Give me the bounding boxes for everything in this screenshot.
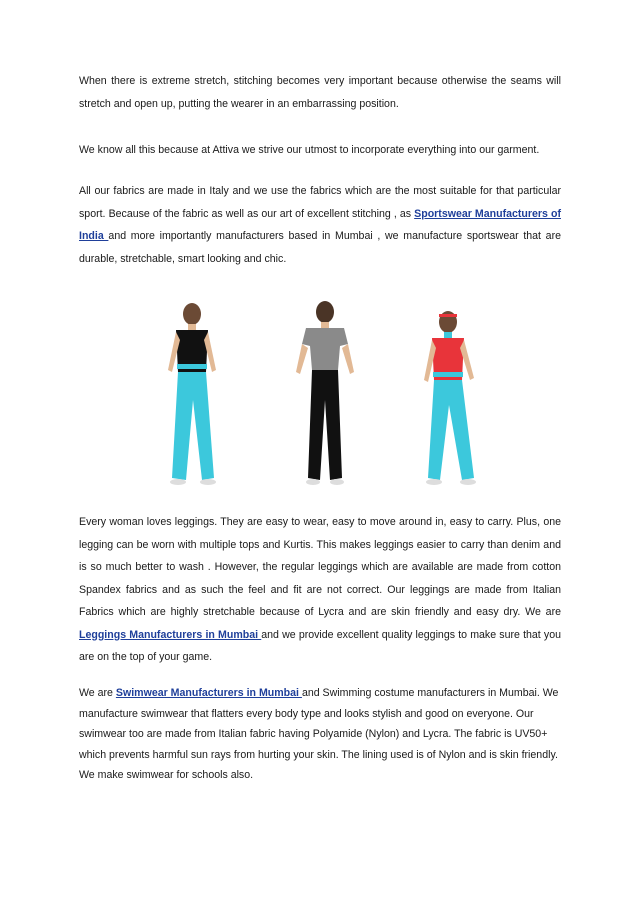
- paragraph-swimwear: [79, 683, 561, 786]
- paragraph-stitching-text: When there is extreme stretch, stitching becomes very important because otherwise the seams will stretch and open up, putting the wearer in an embarrassing position.: [79, 75, 561, 110]
- paragraph-attiva: [79, 139, 561, 162]
- paragraph-leggings-text-before: Every woman loves leggings. They are easy to wear, easy to move around in, easy to carry. Plus, one legging can be worn with multiple tops and Kurtis. This makes leggings easier to carry than denim and is so much better to wash . However, the regular leggings which are available are made from cotton Spandex fabrics and as such the feel and fit are not correct. Our leggings are made from Italian Fabrics which are highly stretchable because of Lycra and are skin friendly and easy dry. We are: [79, 516, 561, 618]
- paragraph-swimwear-text-before: We are: [79, 687, 116, 699]
- sportswear-manufacturers-link[interactable]: Sportswear Manufacturers of India: [79, 207, 561, 242]
- sportswear-models-image: [140, 300, 510, 500]
- paragraph-fabrics-text-after: and more importantly manufacturers based in Mumbai , we manufacture sportswear that are durable, stretchable, smart looking and chic.: [79, 230, 561, 265]
- paragraph-fabrics-text-before: All our fabrics are made in Italy and we use the fabrics which are the most suitable for that particular sport. Because of the fabric as well as our art of excellent stitching , as: [79, 185, 561, 220]
- model-right: [424, 311, 476, 485]
- paragraph-leggings-text-after: and we provide excellent quality leggings to make sure that you are on the top of your game.: [79, 628, 562, 663]
- paragraph-attiva-text: We know all this because at Attiva we strive our utmost to incorporate everything into our garment.: [79, 144, 540, 156]
- paragraph-leggings: [79, 511, 561, 669]
- swimwear-manufacturers-link[interactable]: Swimwear Manufacturers in Mumbai: [115, 687, 302, 699]
- paragraph-fabrics: [79, 180, 561, 270]
- paragraph-swimwear-text-after: and Swimming costume manufacturers in Mumbai. We manufacture swimwear that flatters every body type and looks stylish and good on everyone. Our swimwear too are made from Italian fabric having Polyamide (Nylon) and Lycra. The fabric is UV50+ which prevents harmful sun rays from hurting your skin. The lining used is of Nylon and is skin friendly. We make swimwear for schools also.: [79, 687, 559, 781]
- leggings-manufacturers-link[interactable]: Leggings Manufacturers in Mumbai: [79, 628, 262, 641]
- model-left: [168, 303, 216, 485]
- paragraph-stitching: [79, 70, 561, 115]
- model-center: [296, 301, 354, 485]
